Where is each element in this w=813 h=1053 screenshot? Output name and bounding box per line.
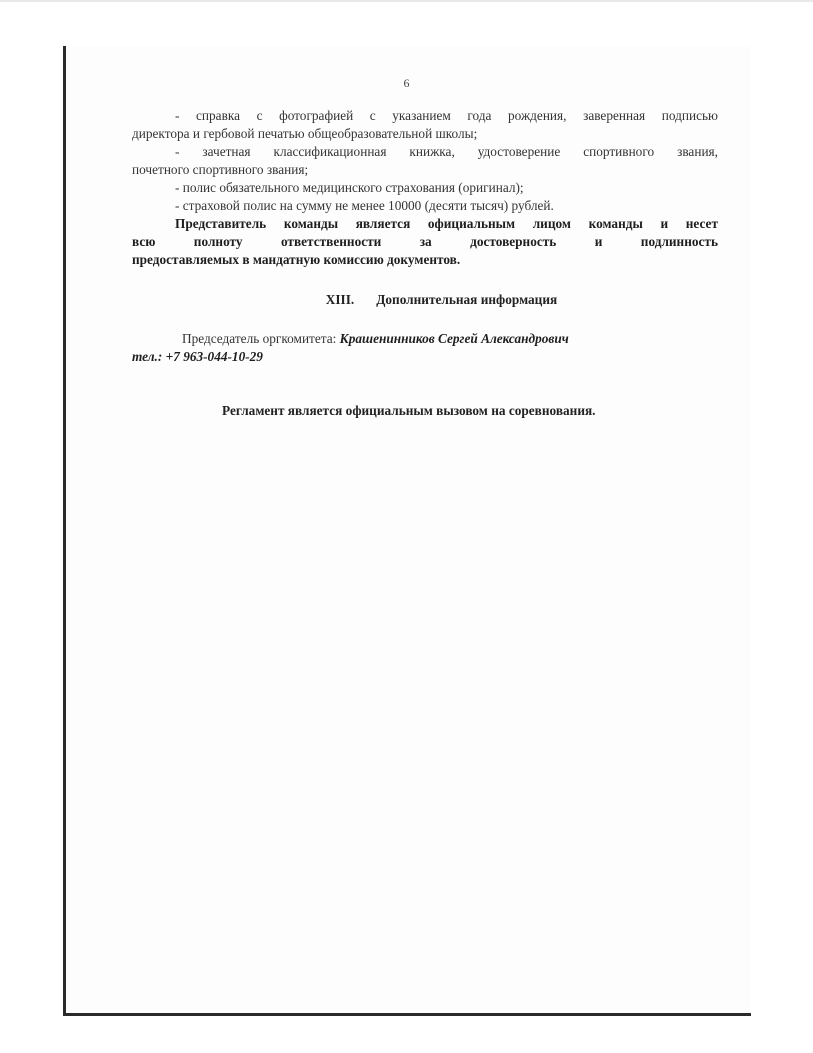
phone-number: тел.: +7 963-044-10-29 <box>132 349 263 364</box>
list-item-line: почетного спортивного звания; <box>132 162 309 177</box>
chair-label: Председатель оргкомитета: <box>182 331 340 346</box>
section-numeral: XIII. <box>325 292 355 307</box>
list-item-line: - страховой полис на сумму не менее 10000 (десяти тысяч) рублей. <box>175 198 554 213</box>
document-body <box>132 107 718 269</box>
representative-note-line: всю полноту ответственности за достоверность и подлинность <box>132 234 718 249</box>
page-bottom-edge <box>63 1013 751 1016</box>
section-title: Дополнительная информация <box>376 292 558 307</box>
page-number: 6 <box>403 76 410 90</box>
list-item-line: - полис обязательного медицинского страхования (оригинал); <box>175 180 524 195</box>
section-heading <box>0 292 813 308</box>
top-border <box>0 0 813 2</box>
representative-note-line: предоставляемых в мандатную комиссию документов. <box>132 252 461 267</box>
page-left-edge <box>63 46 66 1016</box>
list-item-line: директора и гербовой печатью общеобразовательной школы; <box>132 126 478 141</box>
chair-name: Крашенинников Сергей Александрович <box>339 331 569 346</box>
list-item-line: - справка с фотографией с указанием года рождения, заверенная подписью <box>175 108 718 123</box>
closing-statement: Регламент является официальным вызовом на соревнования. <box>222 403 596 418</box>
representative-note-line: Представитель команды является официальным лицом команды и несет <box>175 216 718 231</box>
contact-block <box>132 330 732 366</box>
chair-line <box>132 330 732 348</box>
list-item-line: - зачетная классификационная книжка, удостоверение спортивного звания, <box>175 144 718 159</box>
